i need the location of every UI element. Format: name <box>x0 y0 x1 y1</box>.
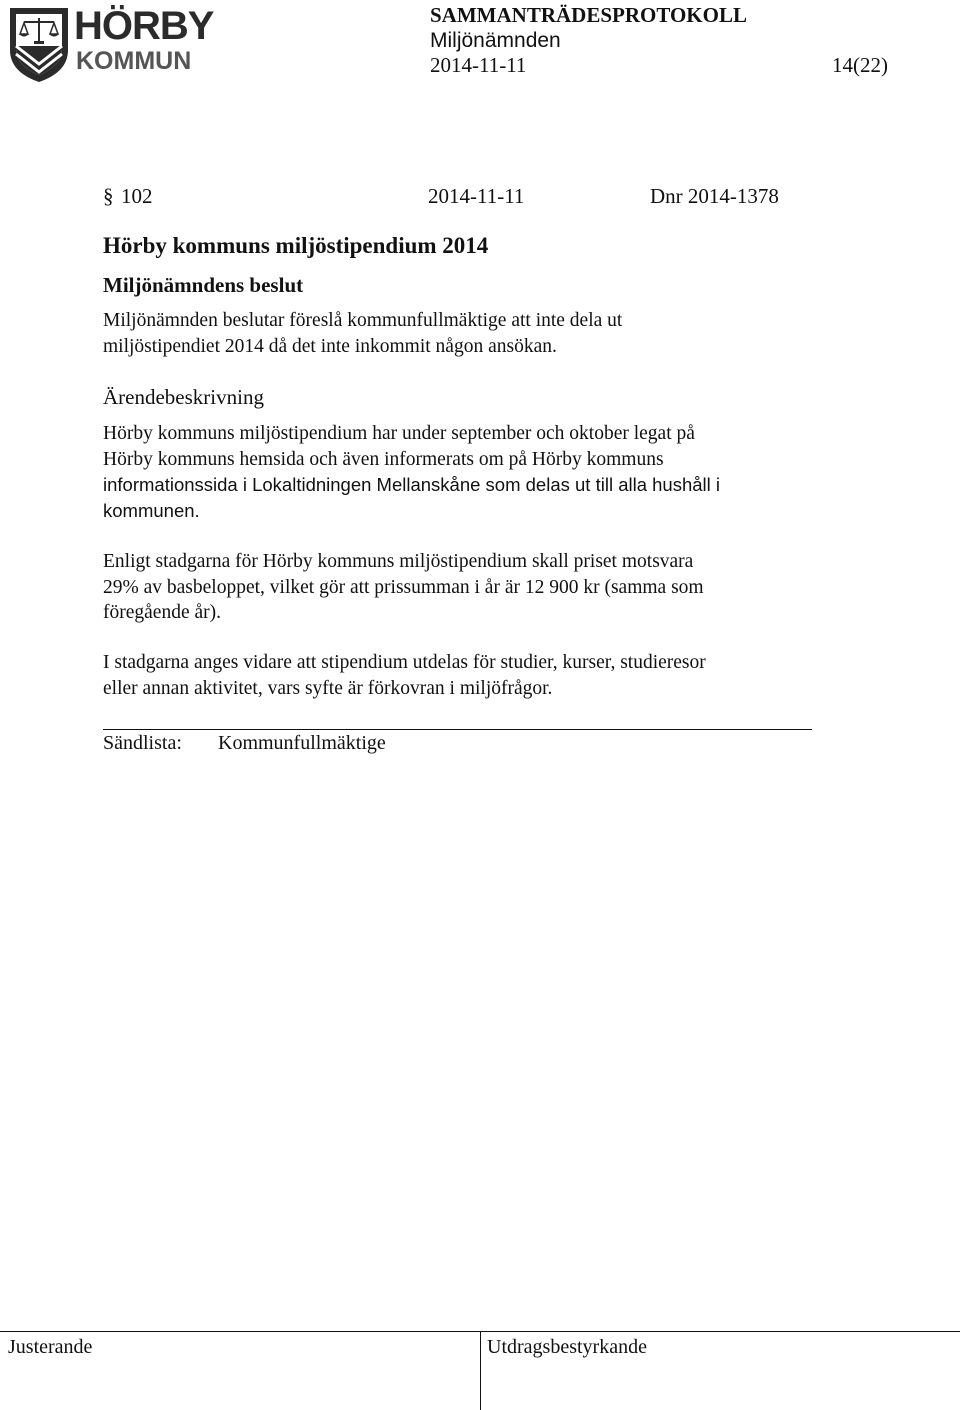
text-line: miljöstipendiet 2014 då det inte inkommit någon ansökan. <box>103 335 557 357</box>
description-heading: Ärendebeskrivning <box>103 385 264 409</box>
text-line: föregående år). <box>103 602 221 623</box>
description-paragraph-3 <box>103 650 803 701</box>
kommun-logo <box>8 4 214 84</box>
page-number: 14(22) <box>832 53 888 77</box>
section-number: 102 <box>121 184 153 208</box>
document-type-title: SAMMANTRÄDESPROTOKOLL <box>430 3 747 27</box>
text-line: eller annan aktivitet, vars syfte är förkovran i miljöfrågor. <box>103 677 553 699</box>
sendlist-label: Sändlista: <box>103 732 182 754</box>
text-line: informationssida i Lokaltidningen Mellanskåne som delas ut till alla hushåll i <box>103 474 721 495</box>
logo-wordmark-horby: HÖRBY <box>74 4 214 48</box>
text-line: Hörby kommuns hemsida och även informerats om på Hörby kommuns <box>103 448 664 470</box>
decision-heading: Miljönämndens beslut <box>103 273 304 297</box>
footer-justerande: Justerande <box>8 1336 93 1358</box>
footer-utdragsbestyrkande: Utdragsbestyrkande <box>487 1336 647 1358</box>
description-paragraph-1 <box>103 421 803 523</box>
text-line: Enligt stadgarna för Hörby kommuns miljöstipendium skall priset motsvara <box>103 551 694 572</box>
text-line: 29% av basbeloppet, vilket gör att prissumman i år är 12 900 kr (samma som <box>103 576 704 598</box>
text-line: Hörby kommuns miljöstipendium har under september och oktober legat på <box>103 423 695 444</box>
section-date: 2014-11-11 <box>428 184 525 208</box>
text-line: Miljönämnden beslutar föreslå kommunfullmäktige att inte dela ut <box>103 310 623 331</box>
sendlist-divider <box>103 729 812 730</box>
description-paragraph-2 <box>103 549 803 626</box>
sendlist-value: Kommunfullmäktige <box>218 732 386 754</box>
coat-of-arms-icon <box>8 6 70 84</box>
decision-text <box>103 308 803 359</box>
case-number: Dnr 2014-1378 <box>650 184 779 208</box>
logo-wordmark-kommun: KOMMUN <box>76 47 192 75</box>
text-line: I stadgarna anges vidare att stipendium utdelas för studier, kurser, studieresor <box>103 652 706 673</box>
footer-column-divider <box>480 1331 481 1410</box>
meeting-date: 2014-11-11 <box>430 53 527 77</box>
text-line: kommunen. <box>103 499 200 521</box>
section-sign: § <box>103 184 114 208</box>
page-title: Hörby kommuns miljöstipendium 2014 <box>103 233 489 258</box>
committee-name: Miljönämnden <box>430 29 561 52</box>
